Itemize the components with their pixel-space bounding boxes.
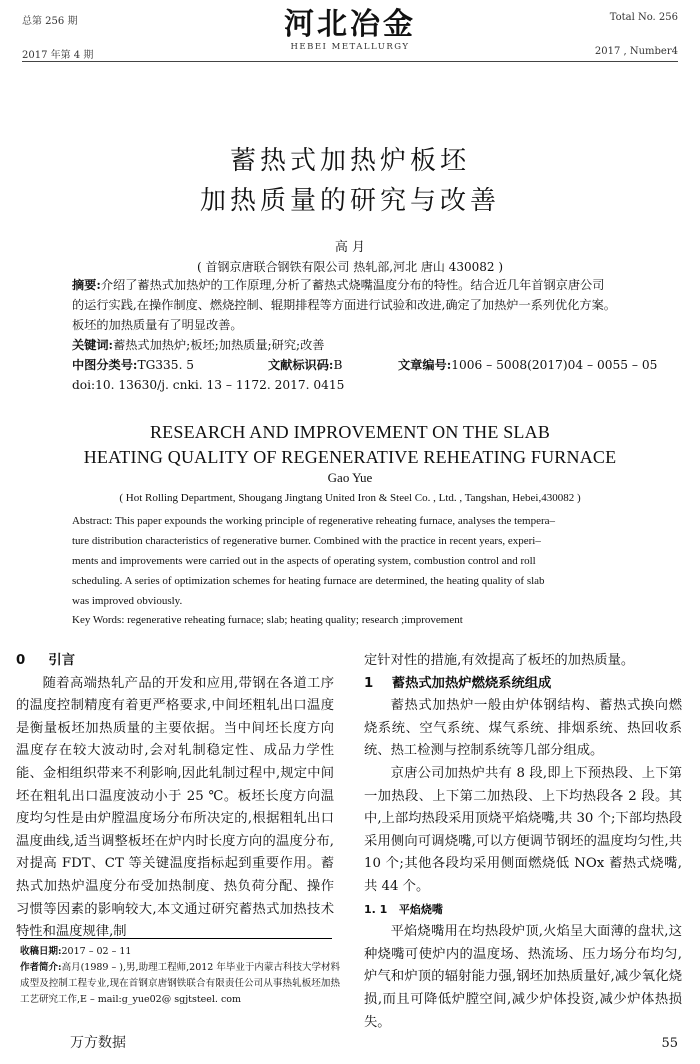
- section-1-1-para: 平焰烧嘴用在均热段炉顶,火焰呈大面薄的盘状,这种烧嘴可使炉内的温度场、热流场、压力场分布均匀,炉气和炉顶的辐射能力强,钢坯加热质量好,减少氧化烧损,而且可降低炉膛空间,减少炉体投资,减少炉体热损失。: [364, 924, 682, 1030]
- abstract-cn-line2: 的运行实践,在操作制度、燃烧控制、辊期排程等方面进行试验和改进,确定了加热炉一系列优化方案。: [72, 298, 616, 312]
- intro-paragraph: 随着高端热轧产品的开发和应用,带钢在各道工序的温度控制精度有着更严格要求,中间坯粗轧出口温度是衡量板坯加热质量的主要依据。当中间坯长度方向温度存在较大波动时,会对轧制稳定性、成品力学性能、金相组织带来不利影响,因此轧制过程中,规定中间坯在粗轧出口温度波动小于 25 ℃。板坯长度方向温度均匀性是由炉膛温度场分布所决定的,根据粗轧出口温度曲线,适当调整板坯在炉内时长度方向的温度分布,对提高 FDT、CT 等关键温度指标起到重要作用。蓄热式加热炉温度分布受加热制度、热负荷分配、操作习惯等因素的影响较大,本文通过研究蓄热式加热技术特性和温度规律,制: [16, 675, 334, 940]
- keywords-cn-label: 关键词:: [72, 338, 114, 352]
- section-1-1-heading: 1. 1 平焰烧嘴: [364, 902, 443, 916]
- keywords-en: Key Words: regenerative reheating furnace; slab; heating quality; research ;improvement: [72, 614, 463, 626]
- article-number: 文章编号:1006 – 5008(2017)04 – 0055 – 05: [398, 358, 658, 372]
- abstract-cn-label: 摘要:: [72, 278, 101, 292]
- intro-paragraph-end: 定针对性的措施,有效提高了板坯的加热质量。: [364, 653, 635, 668]
- footnote-rule: [20, 938, 332, 939]
- clc: 中图分类号:TG335. 5: [72, 358, 195, 372]
- title-cn-line2: 加热质量的研究与改善: [199, 186, 500, 216]
- watermark: 万方数据: [70, 1035, 126, 1051]
- abstract-en-line5: was improved obviously.: [72, 595, 183, 607]
- issue-cn: 总第 256 期: [22, 16, 78, 27]
- abstract-en-line4: scheduling. A series of optimization schemes for heating furnace are determined, the heating quality of slab: [72, 575, 545, 587]
- author-bio: 作者简介:高月(1989 – ),男,助理工程师,2012 年毕业于内蒙古科技大学材料成型及控制工程专业,现在首钢京唐钢铁联合有限责任公司从事热轧板坯加热工艺研究工作,E – mail:g_yue02@ sgjtsteel. com: [20, 962, 340, 1005]
- title-cn-line1: 蓄热式加热炉板坯: [229, 146, 470, 176]
- title-en-line2: HEATING QUALITY OF REGENERATIVE REHEATING FURNACE: [83, 447, 617, 467]
- issue-en: Total No. 256: [609, 12, 678, 23]
- year-cn: 2017 年第 4 期: [22, 50, 94, 61]
- affiliation-cn: ( 首钢京唐联合钢铁有限公司 热轧部,河北 唐山 430082 ): [196, 260, 504, 274]
- affiliation-en: ( Hot Rolling Department, Shougang Jingtang United Iron & Steel Co. , Ltd. , Tangshan, Hebei,430082 ): [119, 492, 581, 504]
- abstract-cn-line1: 摘要:介绍了蓄热式加热炉的工作原理,分析了蓄热式烧嘴温度分布的特性。结合近几年首钢京唐公司: [72, 278, 605, 292]
- year-en: 2017 , Number4: [594, 46, 678, 57]
- section-1-para1: 蓄热式加热炉一般由炉体钢结构、蓄热式换向燃烧系统、空气系统、煤气系统、排烟系统、热回收系统、热工检测与控制系统等几部分组成。: [364, 698, 682, 759]
- title-en-line1: RESEARCH AND IMPROVEMENT ON THE SLAB: [149, 422, 551, 442]
- abstract-en-line3: ments and improvements were carried out in the aspects of operating system, combustion control and roll: [72, 555, 536, 567]
- doc-code: 文献标识码:B: [268, 358, 343, 372]
- section-1-heading: 1 蓄热式加热炉燃烧系统组成: [364, 675, 552, 691]
- author-cn: 高 月: [334, 240, 366, 255]
- section-1-para2: 京唐公司加热炉共有 8 段,即上下预热段、上下第一加热段、上下第二加热段、上下均热段各 2 段。其中,上部均热段采用顶烧平焰烧嘴,共 30 个;下部均热段采用侧向可调烧嘴,可以方便调节钢坯的温度均匀性,共 10 个;其他各段均采用侧面燃烧低 NOx 蓄热式烧嘴,共 44 个。: [364, 765, 682, 894]
- doi: doi:10. 13630/j. cnki. 13 – 1172. 2017. 0415: [72, 378, 345, 392]
- received-date: 收稿日期:2017 – 02 – 11: [20, 946, 132, 957]
- journal-logo: [270, 8, 430, 52]
- author-en: Gao Yue: [327, 470, 373, 485]
- abstract-en-line1: Abstract: This paper expounds the working principle of regenerative reheating furnace, analyses the tempera–: [72, 515, 556, 527]
- left-column: [16, 650, 334, 940]
- journal-name-en: HEBEI METALLURGY: [290, 42, 410, 52]
- right-column: [364, 650, 682, 1034]
- abstract-en-line2: ture distribution characteristics of regenerative burner. Combined with the practice in recent years, experi–: [72, 535, 541, 547]
- page-number: 55: [661, 1036, 678, 1051]
- keywords-cn: 关键词:蓄热式加热炉;板坯;加热质量;研究;改善: [72, 338, 325, 352]
- journal-name-cn: 河北冶金: [284, 7, 416, 42]
- section-0-heading: 0 引言: [16, 653, 76, 668]
- abstract-cn-line3: 板坯的加热质量有了明显改善。: [72, 318, 243, 332]
- header-rule: [22, 61, 678, 62]
- footnote: [20, 944, 340, 1008]
